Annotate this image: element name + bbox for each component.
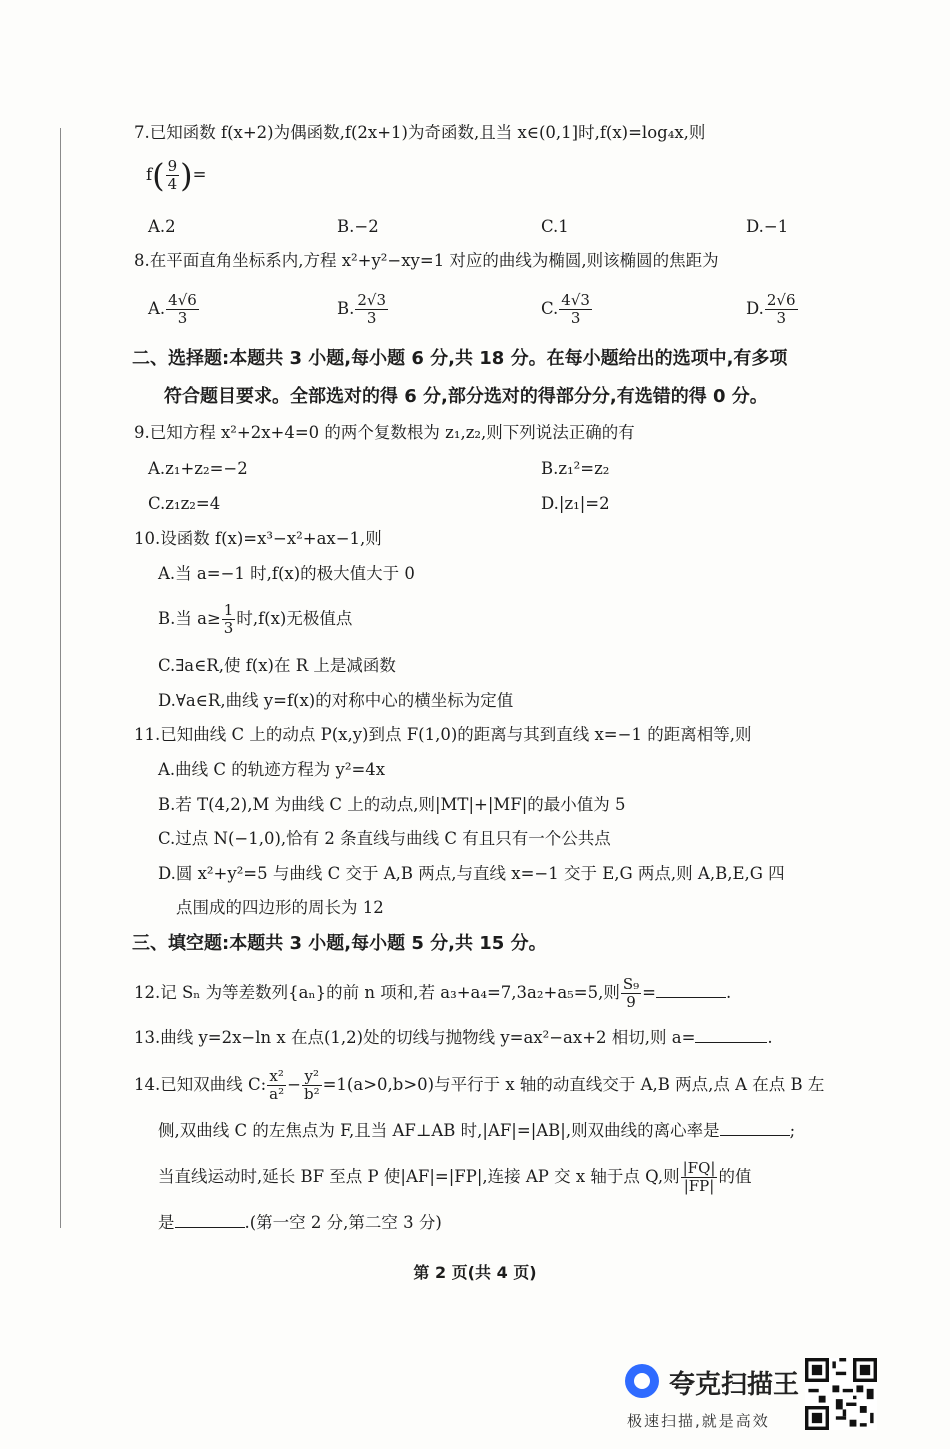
q9-option-c: C.z₁z₂=4 (148, 494, 221, 513)
q7-stem: 7.已知函数 f(x+2)为偶函数,f(2x+1)为奇函数,且当 x∈(0,1]时,f(x)=log₄x,则 (134, 123, 706, 142)
q14-frac-y-den: b² (303, 1085, 320, 1103)
q11-option-d-line1: D.圆 x²+y²=5 与曲线 C 交于 A,B 两点,与直线 x=−1 交于 E,G 两点,则 A,B,E,G 四 (158, 864, 785, 883)
q14-answer-blank-1[interactable] (720, 1135, 790, 1136)
q8-option-d (746, 292, 799, 327)
q10-option-b (158, 602, 352, 637)
q10-b-den: 3 (223, 619, 234, 637)
q14-frac-y (302, 1068, 322, 1103)
q8-option-d-label: D. (746, 299, 764, 318)
q9-option-d: D.|z₁|=2 (541, 494, 610, 513)
q11-option-a: A.曲线 C 的轨迹方程为 y²=4x (158, 760, 386, 779)
q7-fraction (166, 158, 180, 193)
q8-option-b (337, 292, 389, 327)
watermark-title: 夸克扫描王 (669, 1370, 800, 1400)
q12-answer-blank[interactable] (656, 997, 726, 998)
q7-lparen: ( (152, 156, 165, 195)
q12-line (134, 976, 731, 1011)
scanner-watermark (625, 1358, 875, 1438)
q14-line4-pre: 是 (158, 1213, 175, 1232)
q14-line4-post: .(第一空 2 分,第二空 3 分) (244, 1213, 442, 1232)
q14-line3-text: 当直线运动时,延长 BF 至点 P 使|AF|=|FP|,连接 AP 交 x 轴于点 Q,则 (158, 1167, 680, 1186)
q8-stem: 8.在平面直角坐标系内,方程 x²+y²−xy=1 对应的曲线为椭圆,则该椭圆的焦距为 (134, 251, 719, 270)
q8-option-c-fraction (559, 292, 592, 327)
q14-frac-ratio (681, 1160, 718, 1195)
q8-d-num: 2√6 (766, 291, 796, 309)
q7-equals: = (192, 165, 207, 184)
q10-b-fraction (222, 602, 236, 637)
q8-option-c-label: C. (541, 299, 559, 318)
q14-frac-ratio-num: |FQ| (682, 1159, 716, 1177)
q10-b-pre: B.当 a≥ (158, 609, 221, 628)
q8-c-den: 3 (570, 309, 581, 327)
q14-frac-y-num: y² (302, 1068, 322, 1086)
q7-option-a: A.2 (148, 217, 176, 236)
q8-option-a (148, 292, 200, 327)
q7-option-c: C.1 (541, 217, 569, 236)
q10-option-d: D.∀a∈R,曲线 y=f(x)的对称中心的横坐标为定值 (158, 691, 514, 710)
section2-heading-line2: 符合题目要求。全部选对的得 6 分,部分选对的得部分分,有选错的得 0 分。 (164, 386, 768, 407)
q9-option-b: B.z₁²=z₂ (541, 459, 610, 478)
q12-fraction (621, 976, 641, 1011)
q14-frac-x (267, 1068, 286, 1103)
q8-option-b-label: B. (337, 299, 355, 318)
q10-b-post: 时,f(x)无极值点 (236, 609, 353, 628)
q8-option-c (541, 292, 593, 327)
q10-b-num: 1 (223, 601, 234, 619)
q12-frac-den: 9 (626, 993, 636, 1011)
q12-text: 12.记 Sₙ 为等差数列{aₙ}的前 n 项和,若 a₃+a₄=7,3a₂+a₅=5,则 (134, 983, 620, 1002)
q8-option-a-label: A. (148, 299, 166, 318)
page-number: 第 2 页(共 4 页) (413, 1263, 537, 1282)
quark-logo-icon (625, 1364, 659, 1398)
q11-option-b: B.若 T(4,2),M 为曲线 C 上的动点,则|MT|+|MF|的最小值为 5 (158, 795, 626, 814)
q14-line1 (134, 1068, 824, 1103)
q13-line (134, 1027, 773, 1049)
q9-option-a: A.z₁+z₂=−2 (148, 459, 248, 478)
q7-f: f (146, 165, 153, 184)
q8-option-a-fraction (166, 292, 199, 327)
q14-frac-ratio-den: |FP| (683, 1177, 715, 1195)
q7-rparen: ) (180, 156, 193, 195)
q13-text: 13.曲线 y=2x−ln x 在点(1,2)处的切线与抛物线 y=ax²−ax+2 相切,则 a= (134, 1028, 696, 1047)
q14-text-post: =1(a>0,b>0)与平行于 x 轴的动直线交于 A,B 两点,点 A 在点 B 左 (322, 1075, 825, 1094)
q8-a-den: 3 (177, 309, 188, 327)
q8-b-den: 3 (366, 309, 377, 327)
q7-option-d: D.−1 (746, 217, 789, 236)
q12-equals: = (642, 983, 656, 1002)
q14-frac-x-num: x² (267, 1068, 286, 1086)
q12-frac-num: S₉ (622, 975, 640, 993)
q10-option-c: C.∃a∈R,使 f(x)在 R 上是减函数 (158, 656, 396, 675)
q8-b-num: 2√3 (357, 291, 387, 309)
q14-line2 (158, 1120, 795, 1142)
q8-c-num: 4√3 (561, 291, 590, 309)
section3-heading: 三、填空题:本题共 3 小题,每小题 5 分,共 15 分。 (132, 933, 547, 954)
qr-code-icon (805, 1358, 877, 1430)
q14-line4 (158, 1212, 442, 1234)
q7-frac-num: 9 (167, 157, 178, 175)
q14-answer-blank-2[interactable] (175, 1227, 245, 1228)
q8-option-b-fraction (355, 292, 388, 327)
q14-line2-text: 侧,双曲线 C 的左焦点为 F,且当 AF⊥AB 时,|AF|=|AB|,则双曲线的离心率是 (158, 1121, 720, 1140)
q11-option-d-line2: 点围成的四边形的周长为 12 (176, 898, 384, 917)
watermark-subtitle: 极速扫描,就是高效 (627, 1412, 770, 1430)
q14-minus: − (287, 1075, 301, 1094)
q10-option-a: A.当 a=−1 时,f(x)的极大值大于 0 (158, 564, 415, 583)
q14-line3-post: 的值 (718, 1167, 752, 1186)
q14-line3 (158, 1160, 751, 1195)
q10-stem: 10.设函数 f(x)=x³−x²+ax−1,则 (134, 529, 382, 548)
q12-period: . (725, 983, 732, 1002)
q7-frac-den: 4 (167, 175, 178, 193)
q9-stem: 9.已知方程 x²+2x+4=0 的两个复数根为 z₁,z₂,则下列说法正确的有 (134, 423, 635, 442)
q14-frac-x-den: a² (269, 1085, 285, 1103)
q8-option-d-fraction (765, 292, 798, 327)
section2-heading-line1: 二、选择题:本题共 3 小题,每小题 6 分,共 18 分。在每小题给出的选项中,有多项 (132, 348, 788, 369)
q7-expression (146, 158, 206, 193)
q7-option-b: B.−2 (337, 217, 379, 236)
q14-text-pre: 14.已知双曲线 C: (134, 1075, 267, 1094)
q11-option-c: C.过点 N(−1,0),恰有 2 条直线与曲线 C 有且只有一个公共点 (158, 829, 611, 848)
q8-a-num: 4√6 (168, 291, 197, 309)
q11-stem: 11.已知曲线 C 上的动点 P(x,y)到点 F(1,0)的距离与其到直线 x=−1 的距离相等,则 (134, 725, 752, 744)
q13-period: . (767, 1028, 773, 1047)
binding-margin-line (60, 128, 61, 1228)
q13-answer-blank[interactable] (695, 1042, 767, 1043)
q8-d-den: 3 (776, 309, 786, 327)
q14-semicolon: ; (789, 1121, 796, 1140)
